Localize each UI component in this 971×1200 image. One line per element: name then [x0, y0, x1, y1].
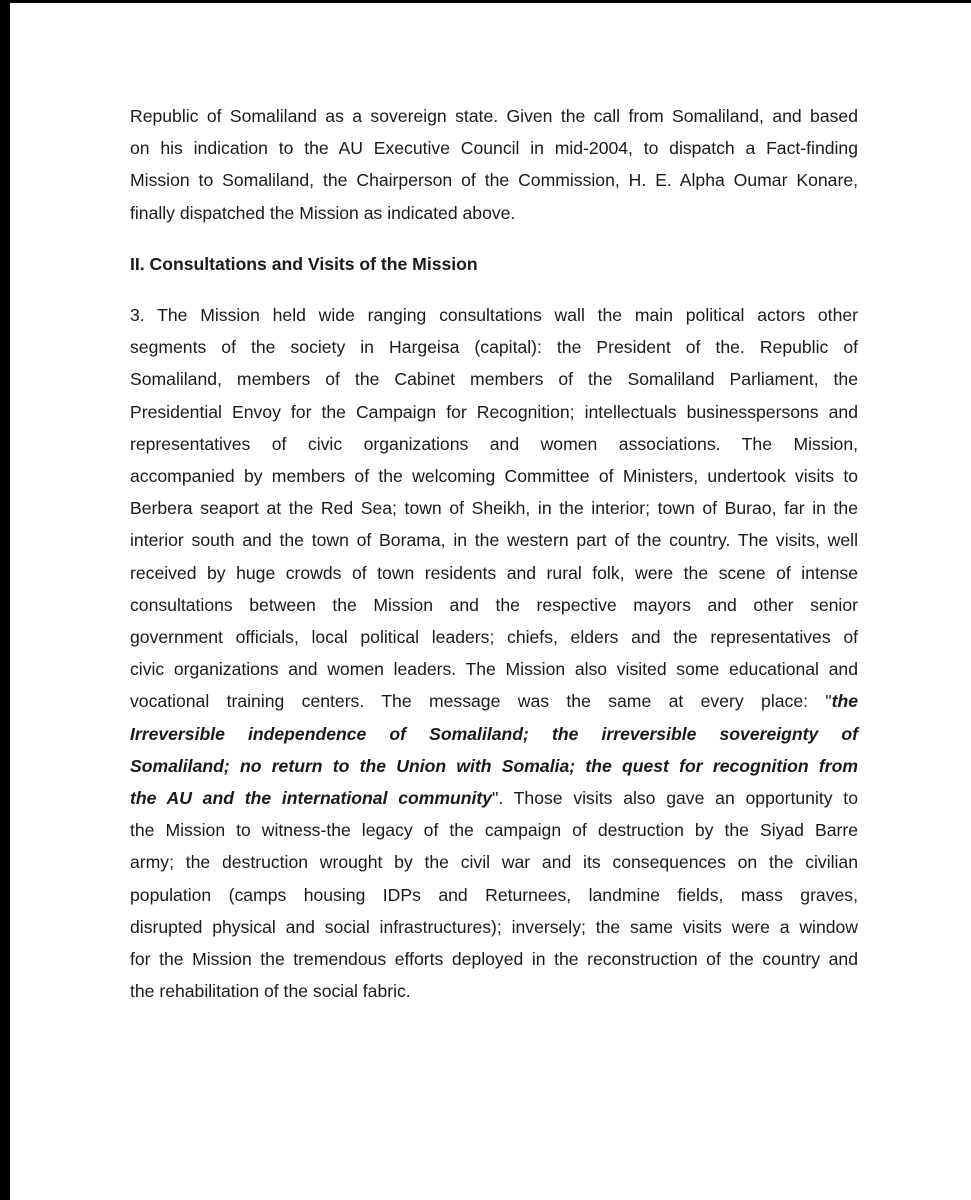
paragraph-1: [130, 100, 858, 229]
document-page: [10, 3, 971, 1200]
quote-line-4: [130, 782, 858, 814]
paragraph-1-line: Mission to Somaliland, the Chairperson of the Commission, H. E. Alpha Oumar Konare,: [130, 170, 858, 191]
quote-line-1: [130, 685, 858, 717]
paragraph-3-line: disrupted physical and social infrastructures); inversely; the same visits were a window: [130, 916, 858, 937]
paragraph-1-line: Republic of Somaliland as a sovereign state. Given the call from Somaliland, and based: [130, 106, 858, 126]
paragraph-3-line: consultations between the Mission and the respective mayors and other senior: [130, 594, 858, 615]
paragraph-3-line: the Mission to witness-the legacy of the campaign of destruction by the Siyad Barre: [130, 820, 858, 841]
paragraph-3-line: government officials, local political leaders; chiefs, elders and the representatives of: [130, 627, 858, 648]
paragraph-3: [130, 299, 858, 1007]
scan-left-edge: [0, 0, 10, 1200]
paragraph-3-line: Presidential Envoy for the Campaign for Recognition; intellectuals businesspersons and: [130, 401, 858, 422]
paragraph-1-line: finally dispatched the Mission as indicated above.: [130, 202, 516, 223]
paragraph-3-line: civic organizations and women leaders. The Mission also visited some educational and: [130, 659, 858, 680]
paragraph-3-line: Somaliland, members of the Cabinet members of the Somaliland Parliament, the: [130, 369, 858, 390]
paragraph-3-line: population (camps housing IDPs and Returnees, landmine fields, mass graves,: [130, 884, 858, 905]
paragraph-3-line: Berbera seaport at the Red Sea; town of Sheikh, in the interior; town of Burao, far in the: [130, 498, 858, 519]
paragraph-3-line: representatives of civic organizations and women associations. The Mission,: [130, 433, 858, 454]
paragraph-3-line: interior south and the town of Borama, in the western part of the country. The visits, well: [130, 530, 858, 551]
quote-line-3: Somaliland; no return to the Union with Somalia; the quest for recognition from: [130, 755, 858, 776]
paragraph-3-line: army; the destruction wrought by the civil war and its consequences on the civilian: [130, 852, 858, 873]
paragraph-3-line: 3. The Mission held wide ranging consultations wall the main political actors other: [130, 305, 858, 326]
paragraph-3-line: the rehabilitation of the social fabric.: [130, 981, 411, 1002]
paragraph-3-line: segments of the society in Hargeisa (capital): the President of the. Republic of: [130, 337, 858, 358]
page-content: [130, 100, 858, 1007]
quote-emphasis: the: [831, 691, 858, 712]
paragraph-3-line: for the Mission the tremendous efforts deployed in the reconstruction of the country and: [130, 949, 858, 970]
paragraph-1-line: on his indication to the AU Executive Council in mid-2004, to dispatch a Fact-finding: [130, 138, 858, 159]
quote-suffix-text: ". Those visits also gave an opportunity to: [492, 788, 858, 809]
quote-line-2: Irreversible independence of Somaliland; the irreversible sovereignty of: [130, 723, 858, 744]
quote-prefix-text: vocational training centers. The message was the same at every place: ": [130, 691, 832, 712]
paragraph-3-line: received by huge crowds of town residents and rural folk, were the scene of intense: [130, 562, 858, 583]
quote-emphasis: the AU and the international community: [130, 788, 493, 809]
paragraph-3-line: accompanied by members of the welcoming Committee of Ministers, undertook visits to: [130, 466, 858, 487]
section-heading: II. Consultations and Visits of the Mission: [130, 253, 478, 274]
